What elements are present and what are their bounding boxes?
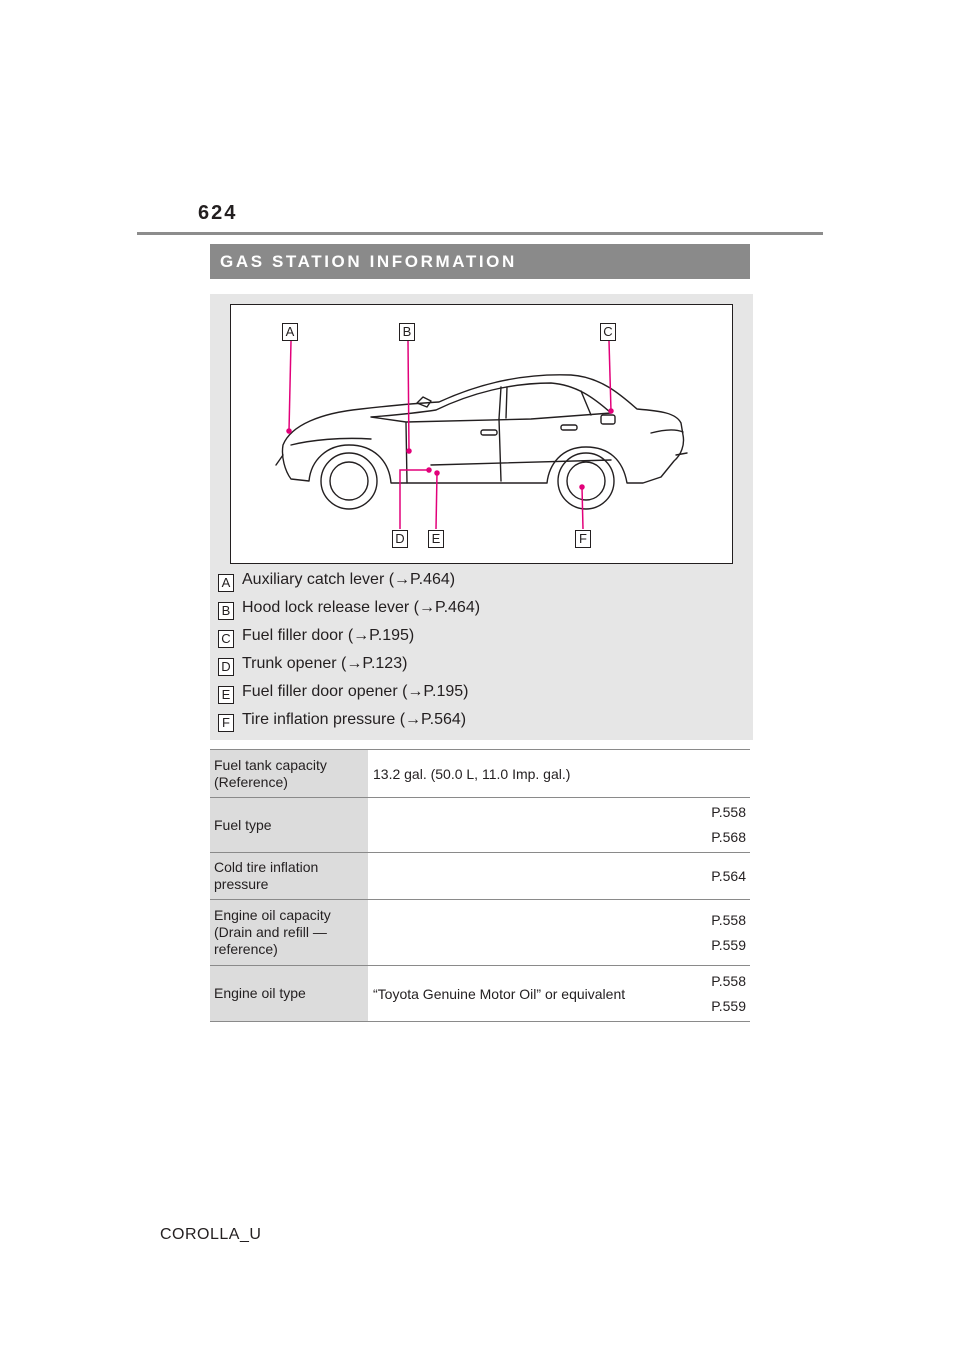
callout-b: B	[399, 323, 415, 341]
gas-station-info-table	[210, 749, 750, 1022]
figure-panel	[210, 294, 753, 740]
row-item-label: Fuel tank capacity (Reference)	[210, 750, 368, 798]
legend-item	[218, 653, 748, 681]
row-item-label: Fuel type	[210, 798, 368, 853]
page-ref: P.568	[711, 829, 746, 845]
page-ref: P.559	[711, 936, 746, 953]
legend-text: Fuel filler door (→P.195)	[242, 627, 415, 644]
row-item-label: Engine oil type	[210, 966, 368, 1022]
leader-lines	[287, 341, 613, 529]
row-value: 13.2 gal. (50.0 L, 11.0 Imp. gal.)	[368, 750, 750, 798]
row-value	[368, 900, 656, 966]
legend-letter-box: A	[218, 574, 234, 592]
page-number: 624	[198, 202, 238, 224]
legend-letter-box: D	[218, 658, 234, 676]
page-ref: P.558	[711, 911, 746, 928]
legend-item	[218, 597, 748, 625]
footer-model-code: COROLLA_U	[160, 1226, 262, 1243]
car-side-view-illustration	[231, 305, 734, 565]
page-ref: P.559	[711, 997, 746, 1014]
legend-letter-box: F	[218, 714, 234, 732]
callout-legend	[218, 569, 748, 737]
row-page-refs	[656, 853, 750, 900]
table-row	[210, 750, 750, 798]
callout-d: D	[392, 530, 408, 548]
callout-f: F	[575, 530, 591, 548]
section-title: GAS STATION INFORMATION	[210, 244, 750, 279]
table-row	[210, 900, 750, 966]
legend-item	[218, 569, 748, 597]
row-value: “Toyota Genuine Motor Oil” or equivalent	[368, 966, 656, 1022]
car-diagram	[230, 304, 733, 564]
legend-text: Auxiliary catch lever (→P.464)	[242, 571, 456, 588]
header-rule	[137, 232, 823, 235]
row-item-label: Engine oil capacity (Drain and refill — reference)	[210, 900, 368, 966]
legend-letter-box: B	[218, 602, 234, 620]
page-ref: P.564	[711, 867, 746, 884]
legend-item	[218, 709, 748, 737]
page-ref: P.558	[711, 804, 746, 820]
table-row	[210, 853, 750, 900]
legend-item	[218, 681, 748, 709]
row-page-refs	[656, 798, 750, 853]
row-item-label: Cold tire inflation pressure	[210, 853, 368, 900]
legend-text: Fuel filler door opener (→P.195)	[242, 683, 469, 700]
row-page-refs	[656, 900, 750, 966]
legend-text: Trunk opener (→P.123)	[242, 655, 408, 672]
callout-e: E	[428, 530, 444, 548]
callout-c: C	[600, 323, 616, 341]
row-value	[368, 853, 656, 900]
page-ref: P.558	[711, 972, 746, 989]
row-value	[368, 798, 656, 853]
legend-letter-box: E	[218, 686, 234, 704]
legend-text: Tire inflation pressure (→P.564)	[242, 711, 467, 728]
table-row	[210, 966, 750, 1022]
legend-letter-box: C	[218, 630, 234, 648]
legend-item	[218, 625, 748, 653]
row-page-refs	[656, 966, 750, 1022]
callout-a: A	[282, 323, 298, 341]
table-row	[210, 798, 750, 853]
legend-text: Hood lock release lever (→P.464)	[242, 599, 481, 616]
